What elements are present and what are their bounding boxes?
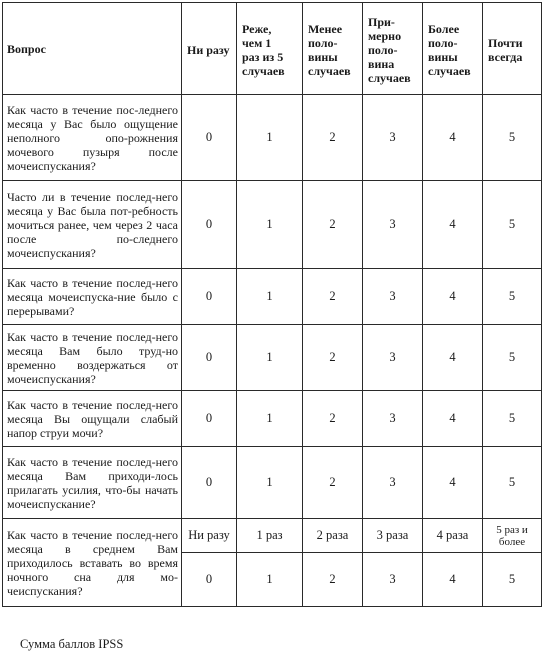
score-cell: 5: [483, 181, 542, 269]
score-cell: 4: [423, 325, 483, 391]
score-cell: 0: [182, 95, 237, 181]
table-row: [3, 391, 542, 447]
score-cell: 2: [303, 95, 363, 181]
table-row: [3, 447, 542, 519]
header-row: [3, 3, 542, 95]
score-cell: 3: [363, 553, 423, 607]
header-line: поло-: [308, 35, 338, 50]
score-cell: 3: [363, 95, 423, 181]
score-cell: 5: [483, 391, 542, 447]
column-header-question: [3, 3, 182, 95]
question-text: Как часто в течение послед-него месяца в среднем Вам приходилось вставать во время ночного сна для мо-чеиспускания?: [3, 519, 182, 607]
header-line: поло-: [368, 42, 398, 57]
header-line: вина: [368, 56, 395, 71]
header-line: поло-: [428, 35, 458, 50]
table-row: [3, 269, 542, 325]
column-header-1: [182, 3, 237, 95]
header-line: Реже,: [242, 21, 272, 36]
score-cell: 0: [182, 391, 237, 447]
score-cell: 5: [483, 325, 542, 391]
option-cell: 5 раз и более: [483, 519, 542, 553]
score-cell: 0: [182, 325, 237, 391]
header-line: случаев: [428, 63, 471, 78]
question-text: Как часто в течение послед-него месяца мочеиспуска-ние было с перерывами?: [3, 269, 182, 325]
score-cell: 3: [363, 447, 423, 519]
score-cell: 5: [483, 553, 542, 607]
score-cell: 2: [303, 181, 363, 269]
score-cell: 2: [303, 553, 363, 607]
column-header-5: [423, 3, 483, 95]
question-text: Как часто в течение послед-него месяца Вам было труд-но временно воздержаться от мочеиспускания?: [3, 325, 182, 391]
score-cell: 4: [423, 269, 483, 325]
score-cell: 2: [303, 391, 363, 447]
option-cell: 2 раза: [303, 519, 363, 553]
score-cell: 1: [237, 553, 303, 607]
score-cell: 0: [182, 269, 237, 325]
column-header-2: [237, 3, 303, 95]
score-cell: 1: [237, 325, 303, 391]
header-line: случаев: [308, 63, 351, 78]
score-cell: 4: [423, 181, 483, 269]
header-line: Менее: [308, 21, 343, 36]
question-text: Как часто в течение послед-него месяца Вам приходи-лось прилагать усилия, что-бы начать мочеиспускание?: [3, 447, 182, 519]
ipss-questionnaire-table: [2, 2, 542, 607]
table-row: [3, 519, 542, 553]
score-cell: 1: [237, 269, 303, 325]
score-cell: 3: [363, 181, 423, 269]
score-cell: 1: [237, 391, 303, 447]
score-cell: 0: [182, 181, 237, 269]
header-line: Ни разу: [187, 42, 230, 57]
score-cell: 5: [483, 447, 542, 519]
score-cell: 4: [423, 553, 483, 607]
question-text: Как часто в течение пос-леднего месяца у Вас было ощущение неполного опо-рожнения мочевого пузыря после мочеиспускания?: [3, 95, 182, 181]
header-line: Почти: [488, 35, 523, 50]
score-cell: 1: [237, 95, 303, 181]
option-cell: 4 раза: [423, 519, 483, 553]
header-line: случаев: [368, 70, 411, 85]
option-cell: 3 раза: [363, 519, 423, 553]
column-header-6: [483, 3, 542, 95]
question-text: Часто ли в течение послед-него месяца у Вас была пот-ребность мочиться ранее, чем через 2 часа после по-следнего мочеиспускания?: [3, 181, 182, 269]
header-line: вины: [428, 49, 458, 64]
header-line: Вопрос: [7, 41, 46, 56]
ipss-total-label: Сумма баллов IPSS: [20, 637, 124, 651]
header-line: При-: [368, 14, 395, 29]
score-cell: 0: [182, 447, 237, 519]
score-cell: 4: [423, 391, 483, 447]
question-text: Как часто в течение послед-него месяца Вы ощущали слабый напор струи мочи?: [3, 391, 182, 447]
score-cell: 5: [483, 269, 542, 325]
score-cell: 3: [363, 325, 423, 391]
score-cell: 1: [237, 181, 303, 269]
score-cell: 3: [363, 269, 423, 325]
header-line: Более: [428, 21, 460, 36]
score-cell: 4: [423, 95, 483, 181]
header-line: всегда: [488, 49, 523, 64]
table-row: [3, 95, 542, 181]
header-line: раз из 5: [242, 49, 284, 64]
score-cell: 2: [303, 447, 363, 519]
score-cell: 2: [303, 325, 363, 391]
score-cell: 1: [237, 447, 303, 519]
header-line: мерно: [368, 28, 402, 43]
column-header-4: [363, 3, 423, 95]
header-line: вины: [308, 49, 338, 64]
table-body: [3, 3, 542, 607]
option-cell: Ни разу: [182, 519, 237, 553]
score-cell: 4: [423, 447, 483, 519]
header-line: чем 1: [242, 35, 272, 50]
table-row: [3, 181, 542, 269]
score-cell: 0: [182, 553, 237, 607]
score-cell: 2: [303, 269, 363, 325]
column-header-3: [303, 3, 363, 95]
header-line: случаев: [242, 63, 285, 78]
table-row: [3, 325, 542, 391]
option-cell: 1 раз: [237, 519, 303, 553]
score-cell: 5: [483, 95, 542, 181]
score-cell: 3: [363, 391, 423, 447]
